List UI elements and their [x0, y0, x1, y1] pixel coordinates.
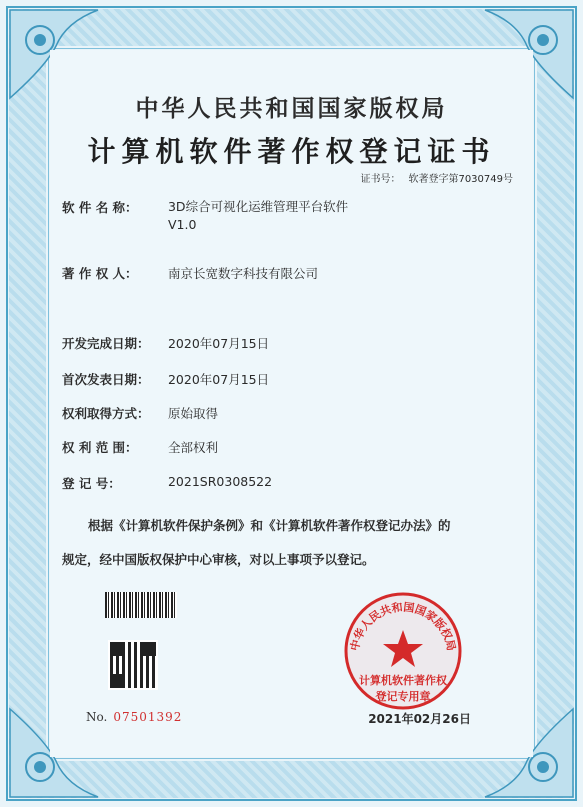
- field-label: 首次发表日期：: [62, 372, 150, 387]
- seal-text-line-1: 计算机软件著作权: [359, 674, 447, 687]
- field-label: 权 利 范 围：: [62, 440, 138, 455]
- seal-ring-text-path: 中华人民共和国国家版权局: [348, 600, 458, 653]
- field-label: 软 件 名 称：: [62, 200, 138, 215]
- software-name: 3D综合可视化运维管理平台软件: [167, 199, 349, 214]
- issuer-heading: 中华人民共和国国家版权局: [135, 96, 448, 122]
- field-registration-number: [62, 474, 272, 492]
- serial-number-label: No.: [86, 710, 108, 724]
- qr-code: [108, 640, 158, 690]
- serial-number: [86, 710, 182, 724]
- field-publish-date: [62, 370, 269, 388]
- field-acquisition-method: [62, 404, 218, 422]
- field-software-name: [62, 198, 348, 234]
- field-value: 2020年07月15日: [167, 336, 270, 351]
- serial-number-value: 07501392: [113, 710, 183, 724]
- field-label: 登 记 号：: [62, 476, 121, 491]
- certificate-number-label: 证书号：: [360, 174, 401, 185]
- field-value: 南京长宽数字科技有限公司: [167, 266, 318, 281]
- certificate-number: [360, 170, 513, 185]
- seal-text-line-2: 登记专用章: [375, 690, 431, 703]
- field-value: 2021SR0308522: [167, 474, 273, 489]
- field-copyright-owner: [62, 264, 318, 282]
- field-value: 2020年07月15日: [167, 372, 270, 387]
- certificate-body: [50, 50, 533, 757]
- barcode: [105, 592, 177, 618]
- field-label: 权利取得方式：: [62, 406, 150, 421]
- field-label: 开发完成日期：: [62, 336, 150, 351]
- field-value: 原始取得: [167, 406, 218, 421]
- certificate-title: 计算机软件著作权登记证书: [87, 135, 496, 168]
- field-value: [168, 198, 348, 234]
- field-rights-scope: [62, 438, 218, 456]
- software-version: V1.0: [167, 217, 197, 232]
- issue-date: 2021年02月26日: [368, 712, 471, 726]
- field-completion-date: [62, 334, 269, 352]
- statement-line-2: 规定，经中国版权保护中心审核，对以上事项予以登记。: [62, 552, 375, 567]
- field-label: 著 作 权 人：: [62, 266, 138, 281]
- certificate-number-value: 软著登字第7030749号: [408, 174, 513, 185]
- field-value: 全部权利: [167, 440, 218, 455]
- statement-line-1: 根据《计算机软件保护条例》和《计算机软件著作权登记办法》的: [88, 518, 451, 533]
